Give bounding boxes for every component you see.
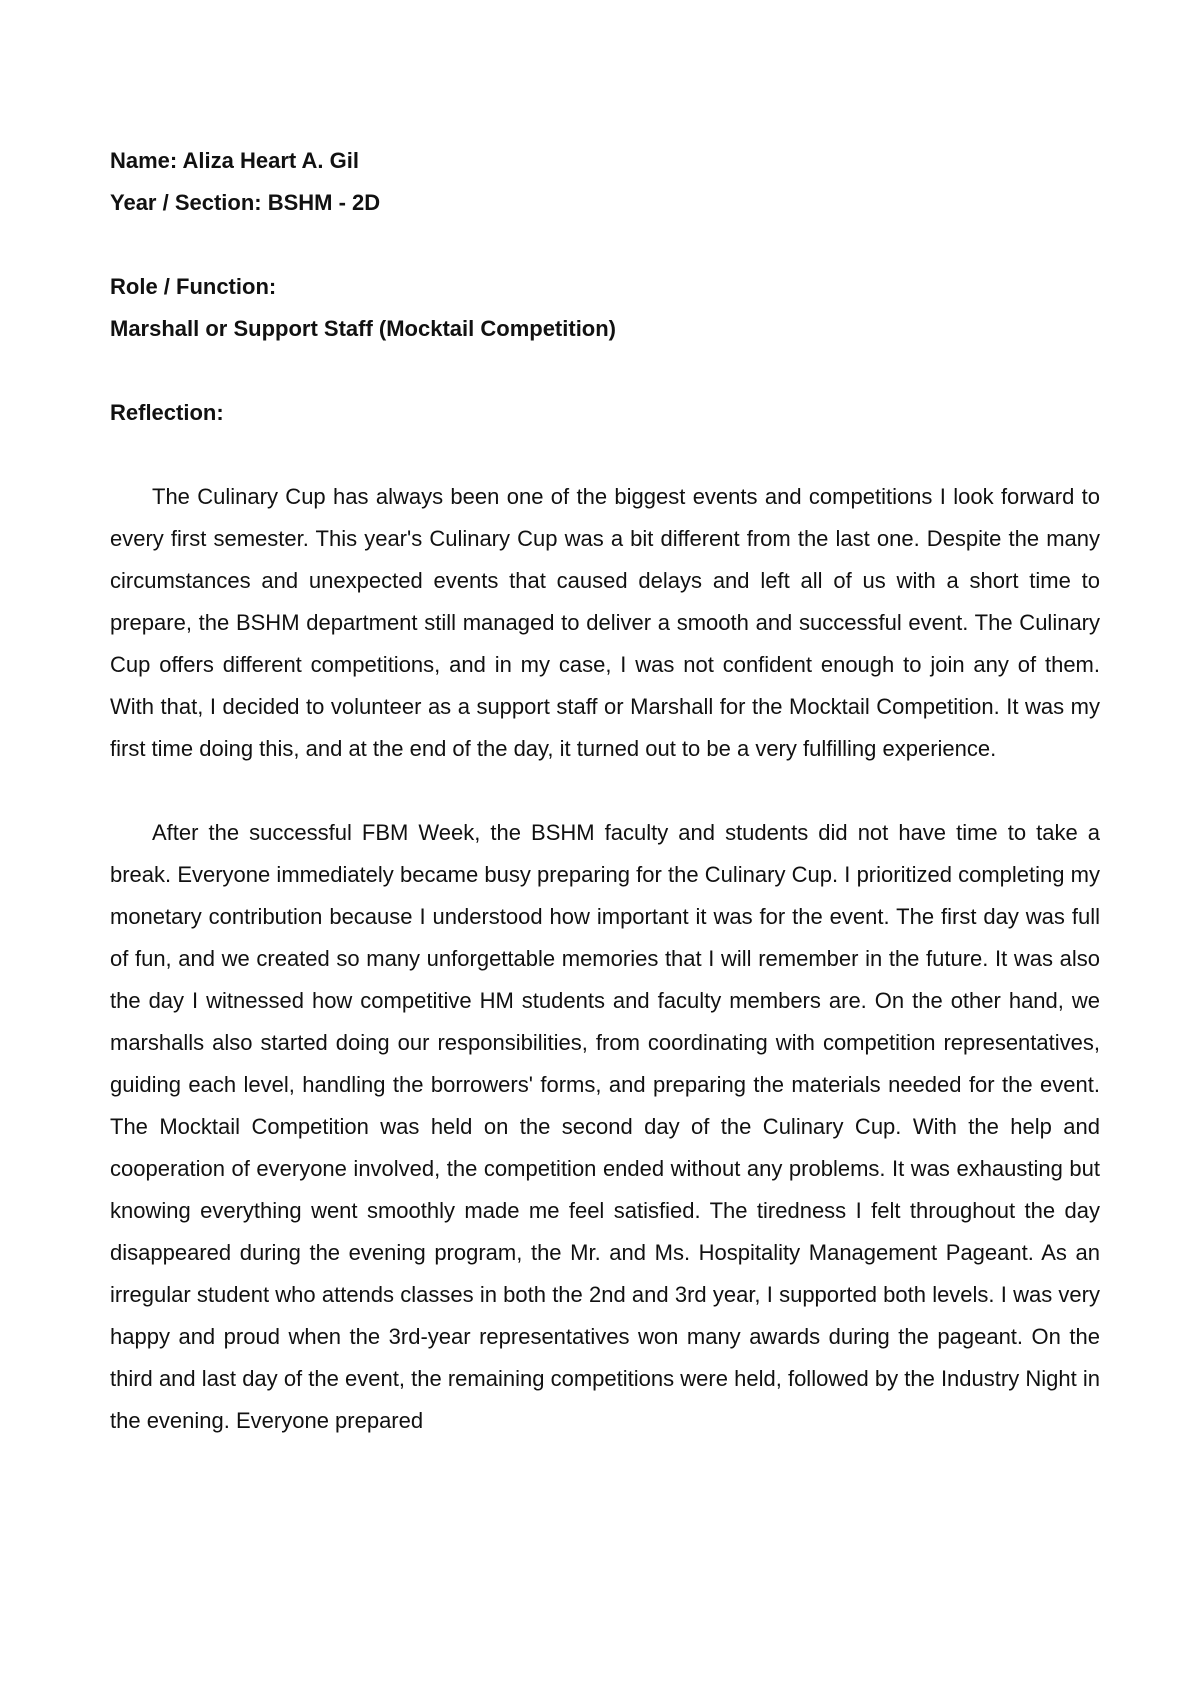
spacer (110, 350, 1100, 392)
reflection-paragraph-1: The Culinary Cup has always been one of the biggest events and competitions I look forward to every first semester. This year's Culinary Cup was a bit different from the last one. Despite the many circumstances and unexpected events that caused delays and left all of us with a short time to prepare, the BSHM department still managed to deliver a smooth and successful event. The Culinary Cup offers different competitions, and in my case, I was not confident enough to join any of them. With that, I decided to volunteer as a support staff or Marshall for the Mocktail Competition. It was my first time doing this, and at the end of the day, it turned out to be a very fulfilling experience. (110, 484, 1100, 761)
role-value: Marshall or Support Staff (Mocktail Competition) (110, 316, 617, 341)
role-heading: Role / Function: (110, 274, 277, 299)
spacer (110, 770, 1100, 812)
spacer (110, 224, 1100, 266)
spacer (110, 434, 1100, 476)
document-body (110, 140, 1100, 1442)
reflection-paragraph-2: After the successful FBM Week, the BSHM faculty and students did not have time to take a break. Everyone immediately became busy preparing for the Culinary Cup. I prioritized completing my monetary contribution because I understood how important it was for the event. The first day was full of fun, and we created so many unforgettable memories that I will remember in the future. It was also the day I witnessed how competitive HM students and faculty members are. On the other hand, we marshalls also started doing our responsibilities, from coordinating with competition representatives, guiding each level, handling the borrowers' forms, and preparing the materials needed for the event. The Mocktail Competition was held on the second day of the Culinary Cup. With the help and cooperation of everyone involved, the competition ended without any problems. It was exhausting but knowing everything went smoothly made me feel satisfied. The tiredness I felt throughout the day disappeared during the evening program, the Mr. and Ms. Hospitality Management Pageant. As an irregular student who attends classes in both the 2nd and 3rd year, I supported both levels. I was very happy and proud when the 3rd-year representatives won many awards during the pageant. On the third and last day of the event, the remaining competitions were held, followed by the Industry Night in the evening. Everyone prepared (110, 820, 1100, 1433)
student-name: Name: Aliza Heart A. Gil (110, 148, 359, 173)
reflection-heading: Reflection: (110, 400, 224, 425)
year-section: Year / Section: BSHM - 2D (110, 190, 381, 215)
